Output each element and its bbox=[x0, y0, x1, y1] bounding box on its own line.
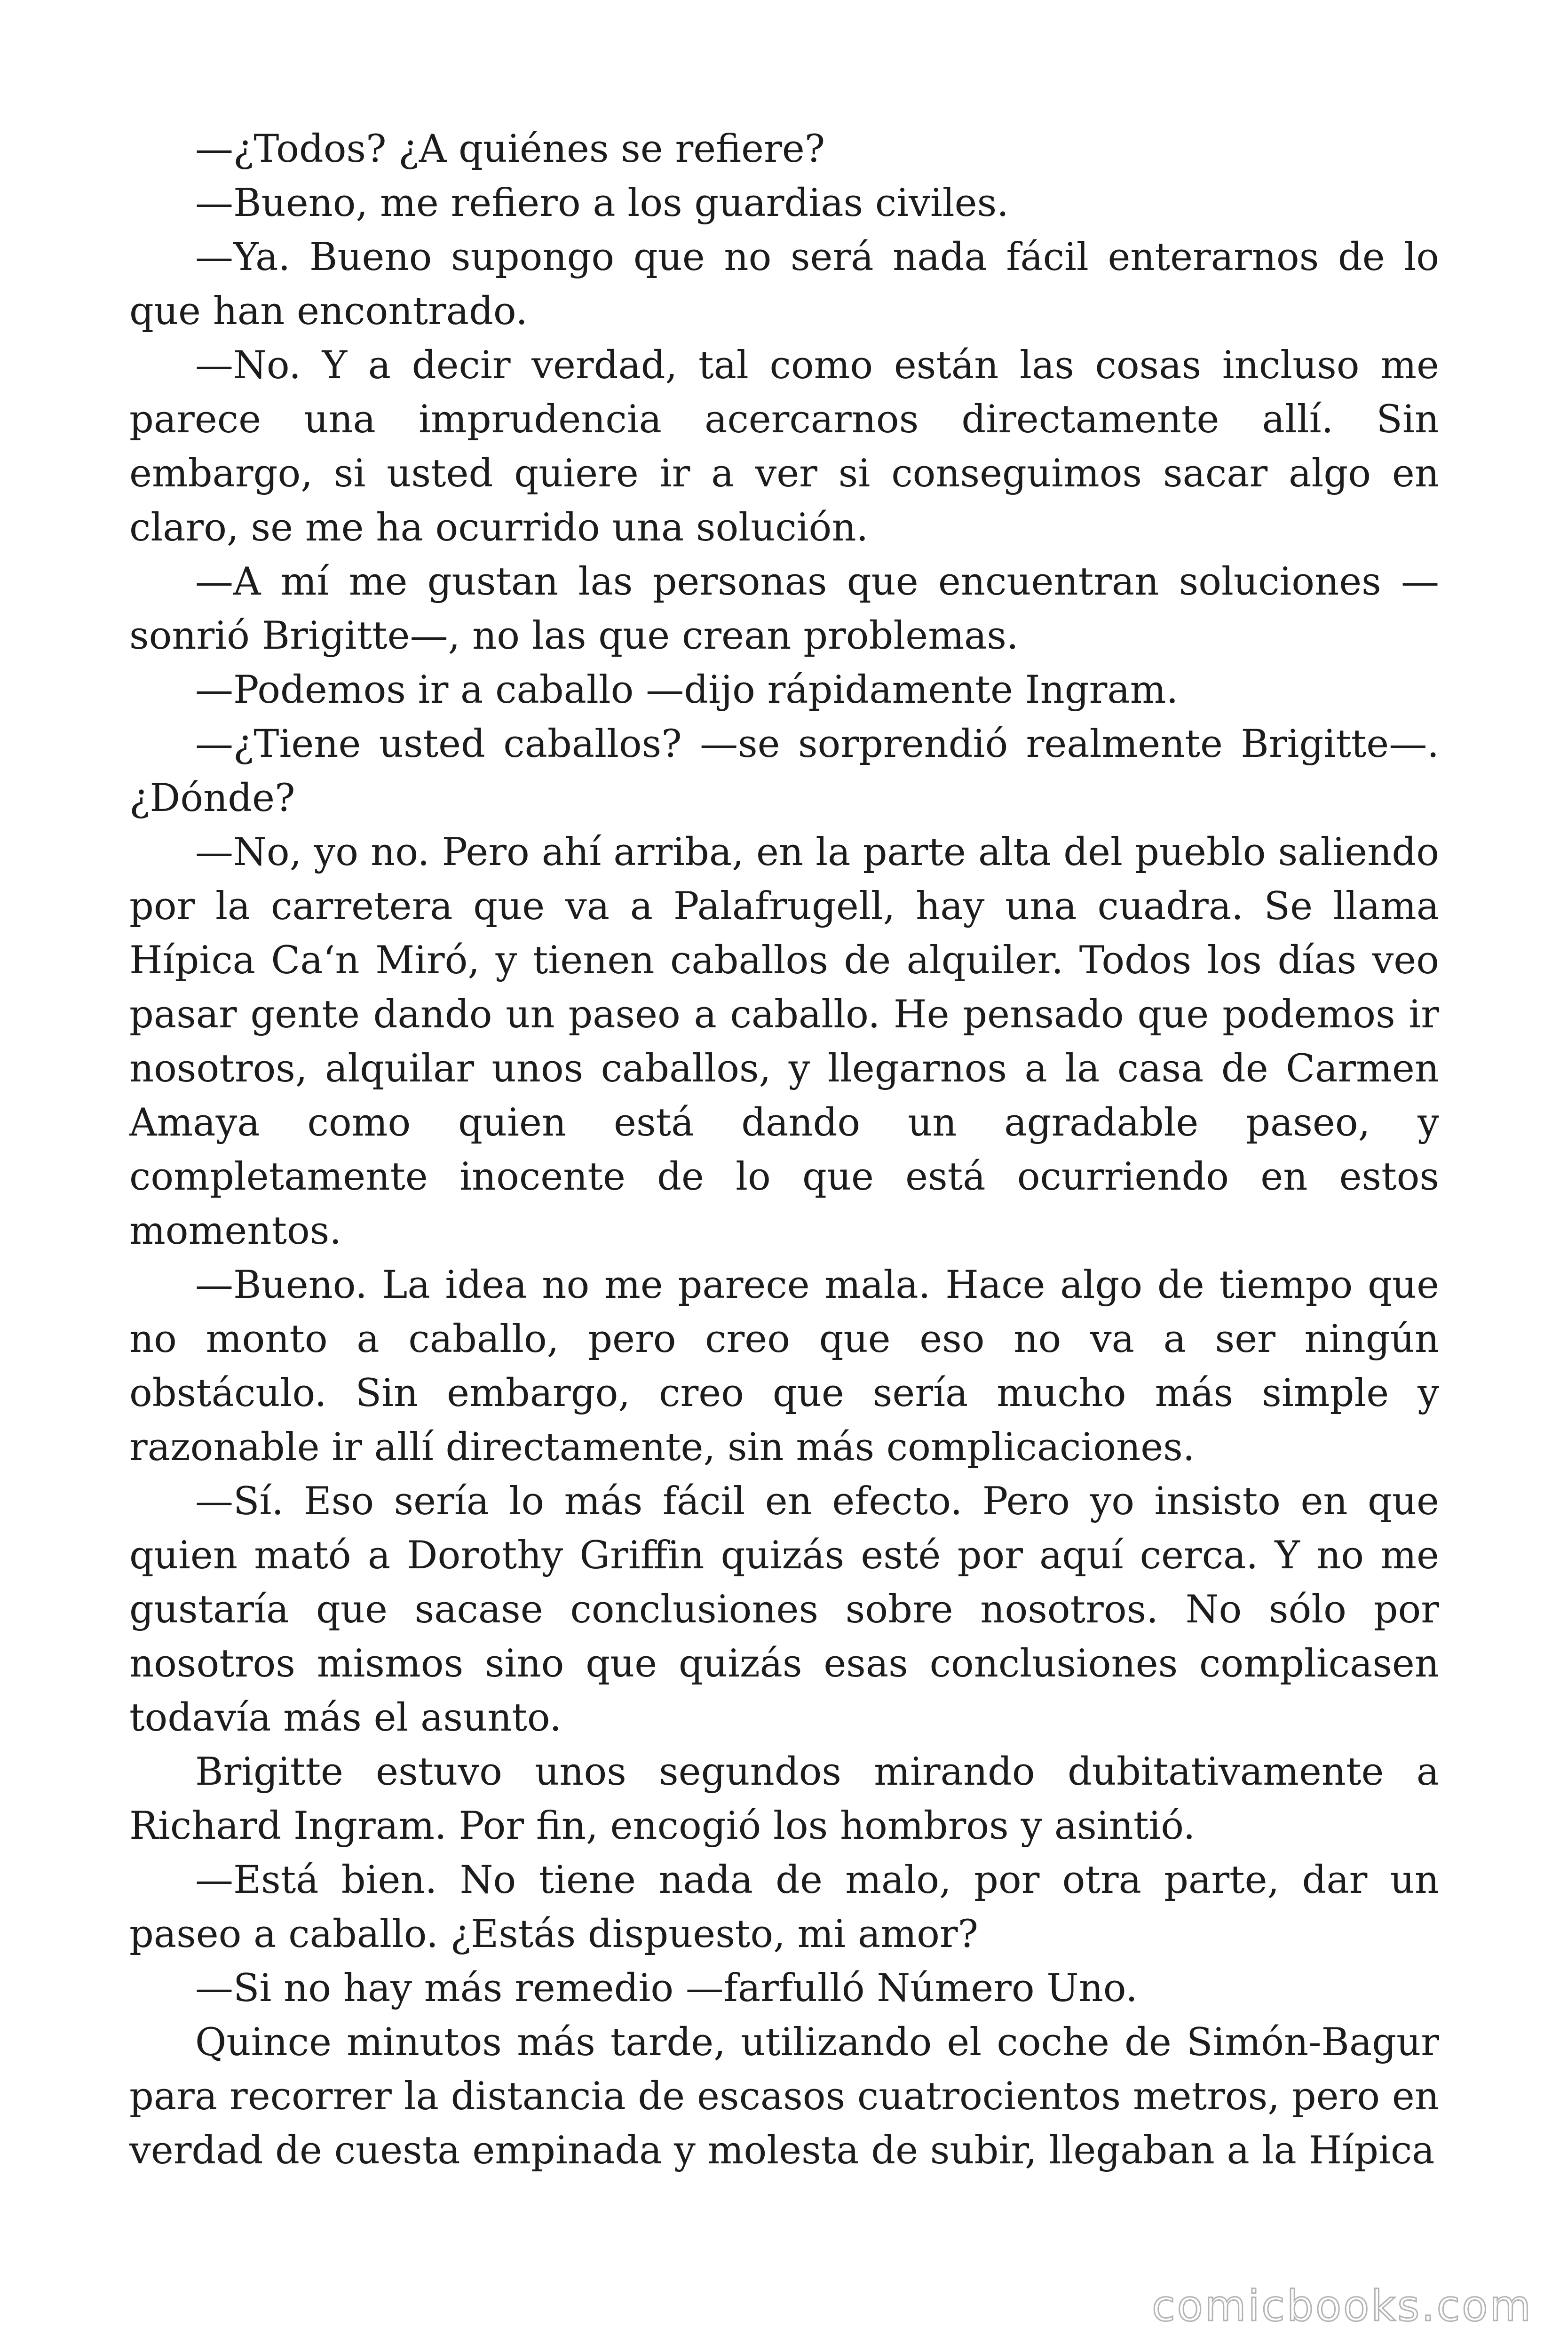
paragraph: —Si no hay más remedio —farfulló Número Uno. bbox=[195, 1966, 1138, 2010]
paragraph: —Ya. Bueno supongo que no será nada fácil enterarnos de lo que han encontrado. bbox=[129, 235, 1439, 334]
watermark: comicbooks.com bbox=[1152, 2281, 1533, 2331]
paragraph: —¿Todos? ¿A quiénes se refiere? bbox=[195, 127, 825, 171]
paragraph: —Bueno, me refiero a los guardias civiles. bbox=[195, 181, 1009, 225]
paragraph: —Bueno. La idea no me parece mala. Hace algo de tiempo que no monto a caballo, pero creo que eso no va a ser ningún obstáculo. Sin embargo, creo que sería mucho más simple y razonable ir allí directamente, sin más complicaciones. bbox=[129, 1263, 1439, 1470]
paragraph: Brigitte estuvo unos segundos mirando dubitativamente a Richard Ingram. Por fin, encogió los hombros y asintió. bbox=[129, 1750, 1439, 1848]
paragraph: —Podemos ir a caballo —dijo rápidamente Ingram. bbox=[195, 668, 1179, 712]
paragraph: —Sí. Eso sería lo más fácil en efecto. Pero yo insisto en que quien mató a Dorothy Griffin quizás esté por aquí cerca. Y no me gustaría que sacase conclusiones sobre nosotros. No sólo por nosotros mismos sino que quizás esas conclusiones complicasen todavía más el asunto. bbox=[129, 1479, 1439, 1740]
paragraph: —Está bien. No tiene nada de malo, por otra parte, dar un paseo a caballo. ¿Estás dispuesto, mi amor? bbox=[129, 1858, 1439, 1956]
paragraph: —No. Y a decir verdad, tal como están las cosas incluso me parece una imprudencia acercarnos directamente allí. Sin embargo, si usted quiere ir a ver si conseguimos sacar algo en claro, se me ha ocurrido una solución. bbox=[129, 343, 1439, 550]
paragraph: —No, yo no. Pero ahí arriba, en la parte alta del pueblo saliendo por la carretera que va a Palafrugell, hay una cuadra. Se llama Hípica Ca‘n Miró, y tienen caballos de alquiler. Todos los días veo pasar gente dando un paseo a caballo. He pensado que podemos ir nosotros, alquilar unos caballos, y llegarnos a la casa de Carmen Amaya como quien está dando un agradable paseo, y completamente inocente de lo que está ocurriendo en estos momentos. bbox=[129, 830, 1439, 1253]
paragraph: —A mí me gustan las personas que encuentran soluciones —sonrió Brigitte—, no las que crean problemas. bbox=[129, 560, 1439, 658]
paragraph: Quince minutos más tarde, utilizando el coche de Simón-Bagur para recorrer la distancia de escasos cuatrocientos metros, pero en verdad de cuesta empinada y molesta de subir, llegaban a la Hípica bbox=[129, 2020, 1439, 2173]
body-text bbox=[129, 122, 1439, 2178]
paragraph: —¿Tiene usted caballos? —se sorprendió realmente Brigitte—. ¿Dónde? bbox=[129, 722, 1439, 820]
